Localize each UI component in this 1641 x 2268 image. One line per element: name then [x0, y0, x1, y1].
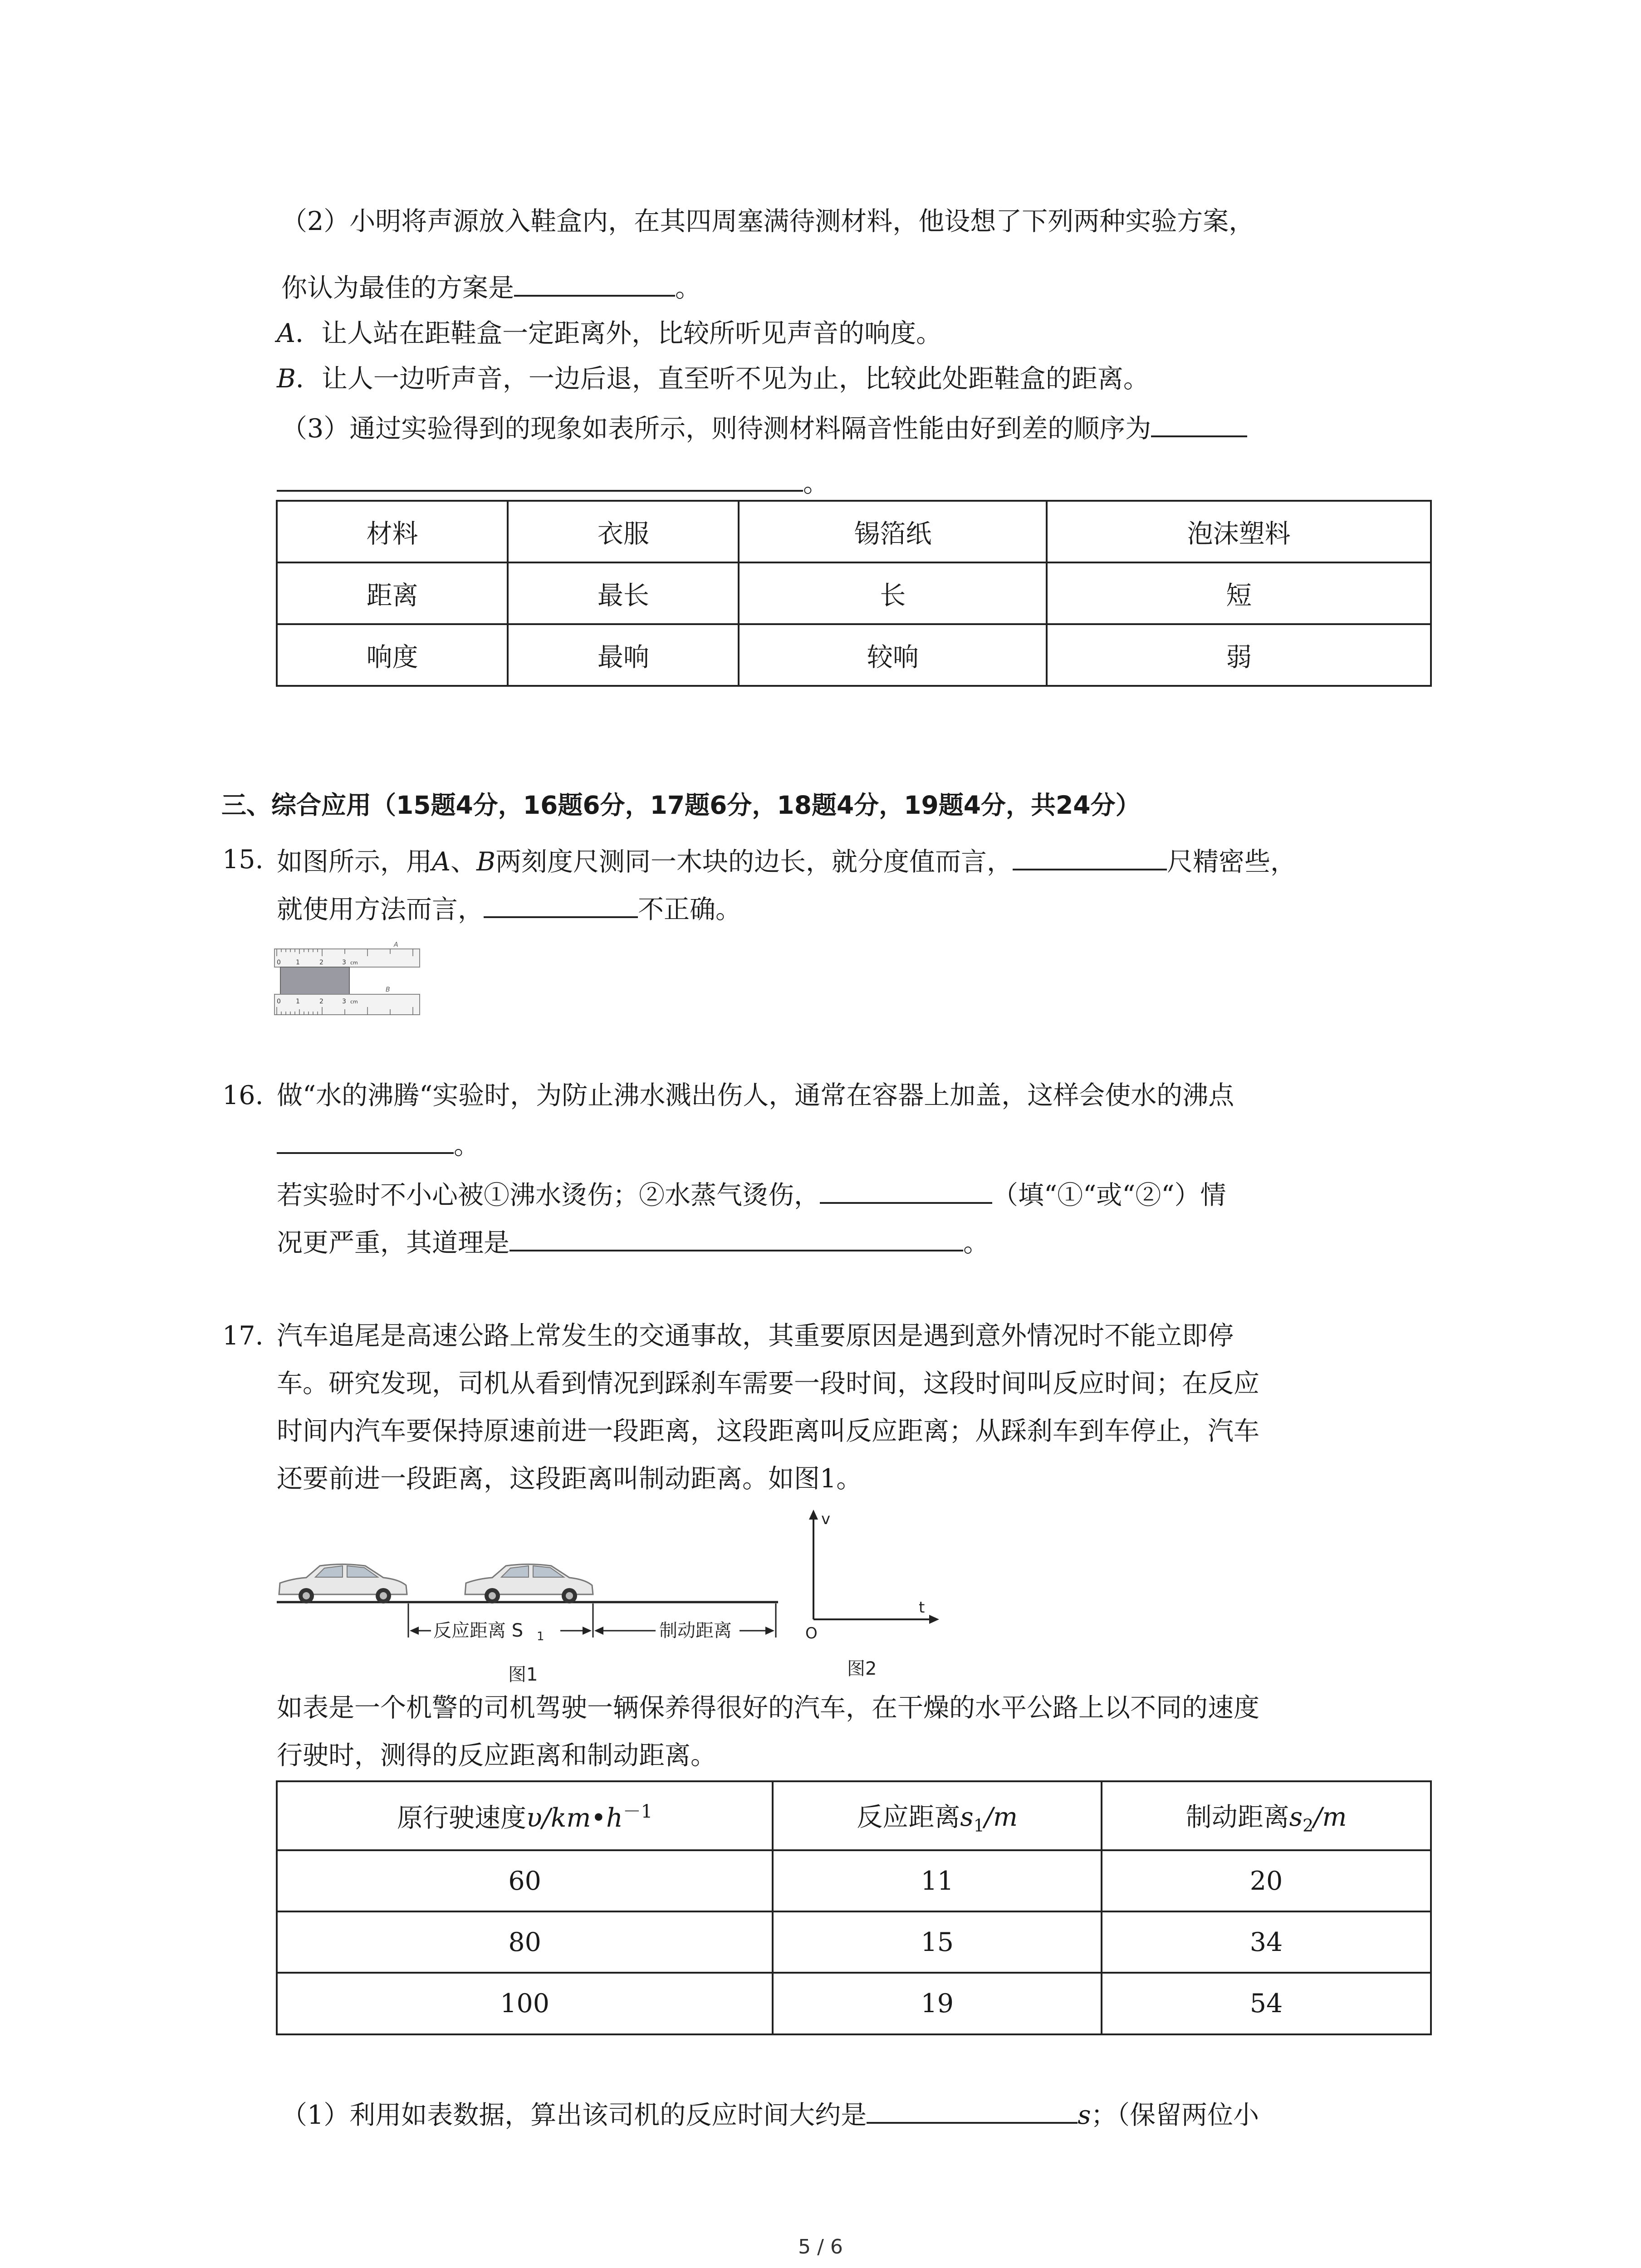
q17-para-line-4: 还要前进一段距离，这段距离叫制动距离。如图1。 [277, 1464, 862, 1494]
q14-option-b [277, 361, 1149, 397]
q14-answer-blank-2a[interactable] [1151, 408, 1247, 437]
q16-line4 [277, 1222, 989, 1261]
q16-number: 16. [222, 1080, 264, 1110]
car-icon [465, 1564, 593, 1604]
q16-line2 [277, 1125, 480, 1163]
table-cell: 最长 [508, 562, 739, 624]
arrow-up-icon [809, 1510, 818, 1520]
ruler-b-tick-0: 0 [277, 998, 281, 1005]
q16-text-4a: 况更严重，其道理是 [277, 1228, 509, 1258]
q17-sub1-tail: ；（保留两位小 [1091, 2100, 1259, 2130]
q15-letter-b: B [476, 847, 496, 877]
table-cell: 弱 [1047, 624, 1431, 686]
q17-data-table [276, 1780, 1432, 2035]
table-cell: 锡箔纸 [739, 501, 1047, 562]
table-header-row [277, 1781, 1431, 1850]
table-cell: 15 [773, 1911, 1102, 1973]
table-row [277, 1973, 1431, 2034]
header-reaction-distance: 反应距离$s_1/m$ [773, 1781, 1102, 1850]
ruler-a-label: A [394, 941, 398, 948]
arrow-right-icon [765, 1627, 774, 1635]
table-cell: 衣服 [508, 501, 739, 562]
ruler-a-tick-1: 1 [296, 959, 300, 966]
q16-answer-blank-3[interactable] [509, 1222, 963, 1251]
ruler-figure [272, 939, 422, 1025]
table-cell: 34 [1102, 1911, 1431, 1973]
car-icon [279, 1564, 407, 1604]
section-heading: 三、综合应用（15题4分，16题6分，17题6分，18题4分，19题4分，共24分） [221, 791, 1141, 820]
fig2-t-label: t [919, 1598, 925, 1617]
table-row [277, 1850, 1431, 1911]
q16-text-3a: 若实验时不小心被①沸水烫伤；②水蒸气烫伤， [277, 1180, 820, 1210]
q17-sub1 [281, 2095, 1259, 2133]
q14-part2-line1: （2）小明将声源放入鞋盒内，在其四周塞满待测材料，他设想了下列两种实验方案， [281, 206, 1255, 236]
q16-answer-blank-2[interactable] [820, 1175, 992, 1204]
fig2-origin-label: O [805, 1624, 818, 1642]
q17-para-line-1: 汽车追尾是高速公路上常发生的交通事故，其重要原因是遇到意外情况时不能立即停 [277, 1321, 1234, 1351]
q15-text-4: 就使用方法而言， [277, 894, 484, 924]
q17-figures [274, 1506, 946, 1687]
q14-part3-line1 [281, 408, 1247, 447]
q17-para-line-3: 时间内汽车要保持原速前进一段距离，这段距离叫反应距离；从踩刹车到车停止，汽车 [277, 1416, 1259, 1446]
page-number: 5 / 6 [798, 2235, 843, 2258]
q16-answer-blank-1[interactable] [277, 1125, 454, 1154]
q16-text-3b: （填“①“或“②“）情 [992, 1180, 1226, 1210]
q17-sub1-unit: s [1078, 2100, 1091, 2130]
q15-sep: 、 [451, 847, 477, 877]
q14-option-b-letter: B [277, 364, 296, 394]
q14-part2-line2-text: 你认为最佳的方案是 [281, 273, 514, 303]
table-row [277, 624, 1431, 686]
ruler-b-tick-1: 1 [296, 998, 300, 1005]
ruler-a-tick-3: 3 [342, 959, 346, 966]
table-row [277, 562, 1431, 624]
q14-answer-blank-2b[interactable] [277, 463, 803, 492]
ruler-b-tick-2: 2 [319, 998, 323, 1005]
q15-line1 [277, 841, 1296, 880]
q15-line2 [277, 889, 741, 928]
arrow-left-icon [594, 1627, 603, 1635]
brake-distance-label: 制动距离 [659, 1620, 732, 1641]
ruler-a-tick-2: 2 [319, 959, 323, 966]
table-cell: 54 [1102, 1973, 1431, 2034]
fig2-v-label: v [821, 1510, 831, 1528]
q16-line1: 做“水的沸腾“实验时，为防止沸水溅出伤人，通常在容器上加盖，这样会使水的沸点 [277, 1080, 1234, 1110]
table-cell: 最响 [508, 624, 739, 686]
q15-answer-blank-1[interactable] [1013, 841, 1167, 870]
arrow-right-icon [583, 1627, 592, 1635]
q14-option-b-text: ．让人一边听声音，一边后退，直至听不见为止，比较此处距鞋盒的距离。 [295, 364, 1149, 394]
q14-option-a [277, 315, 942, 352]
table-cell: 100 [277, 1973, 773, 2034]
q16-line3 [277, 1175, 1226, 1213]
arrow-left-icon [410, 1627, 419, 1635]
ruler-b-unit: cm [350, 999, 358, 1005]
q15-text-1: 如图所示，用 [277, 847, 432, 877]
ruler-b-tick-3: 3 [342, 998, 346, 1005]
table-cell: 距离 [277, 562, 508, 624]
q16-line2-end: 。 [454, 1130, 480, 1160]
ruler-b-label: B [386, 986, 390, 993]
q15-answer-blank-2[interactable] [484, 889, 638, 918]
header-speed: 原行驶速度$\upsilon/km•h^{-1}$ [277, 1781, 773, 1850]
figure2-caption: 图2 [847, 1658, 877, 1679]
reaction-distance-label: 反应距离 S [433, 1620, 524, 1641]
q17-answer-blank-1[interactable] [867, 2095, 1078, 2124]
q15-text-2: 两刻度尺测同一木块的边长，就分度值而言， [495, 847, 1013, 877]
q17-number: 17. [222, 1321, 264, 1351]
table-cell: 长 [739, 562, 1047, 624]
table-cell: 响度 [277, 624, 508, 686]
table-cell: 11 [773, 1850, 1102, 1911]
q14-option-a-text: ．让人站在距鞋盒一定距离外，比较所听见声音的响度。 [295, 318, 942, 348]
q15-number: 15. [222, 845, 264, 875]
table-cell: 较响 [739, 624, 1047, 686]
figure1-caption: 图1 [508, 1664, 538, 1685]
q14-part2-line2 [281, 268, 701, 306]
table-cell: 60 [277, 1850, 773, 1911]
q14-part2-line2-end: 。 [675, 273, 701, 303]
header-brake-distance: 制动距离$s_2/m$ [1102, 1781, 1431, 1850]
q14-option-a-letter: A [277, 318, 296, 348]
q14-part3-text: （3）通过实验得到的现象如表所示，则待测材料隔音性能由好到差的顺序为 [281, 414, 1151, 444]
q15-text-5: 不正确。 [638, 894, 741, 924]
ruler-a-unit: cm [350, 960, 358, 966]
table-cell: 材料 [277, 501, 508, 562]
table-cell: 短 [1047, 562, 1431, 624]
q14-answer-blank-1[interactable] [514, 268, 675, 297]
q17-sub1-text: （1）利用如表数据，算出该司机的反应时间大约是 [281, 2100, 867, 2130]
table-row [277, 501, 1431, 562]
q17-para-line-2: 车。研究发现，司机从看到情况到踩刹车需要一段时间，这段时间叫反应时间；在反应 [277, 1369, 1259, 1398]
q14-part3-line2 [277, 463, 829, 501]
table-cell: 80 [277, 1911, 773, 1973]
table-cell: 19 [773, 1973, 1102, 2034]
arrow-right-icon [929, 1615, 939, 1624]
q15-letter-a: A [432, 847, 451, 877]
table-cell: 20 [1102, 1850, 1431, 1911]
wood-block [280, 967, 349, 994]
q17-after-line-1: 如表是一个机警的司机驾驶一辆保养得很好的汽车，在干燥的水平公路上以不同的速度 [277, 1693, 1259, 1723]
reaction-distance-sub: 1 [537, 1630, 544, 1643]
table-cell: 泡沫塑料 [1047, 501, 1431, 562]
table-row [277, 1911, 1431, 1973]
q17-after-line-2: 行驶时，测得的反应距离和制动距离。 [277, 1740, 716, 1770]
ruler-a-tick-0: 0 [277, 959, 281, 966]
q15-text-3: 尺精密些， [1167, 847, 1297, 877]
q16-text-4b: 。 [963, 1228, 989, 1258]
q14-material-table [276, 500, 1432, 687]
q14-part3-end: 。 [803, 468, 829, 498]
